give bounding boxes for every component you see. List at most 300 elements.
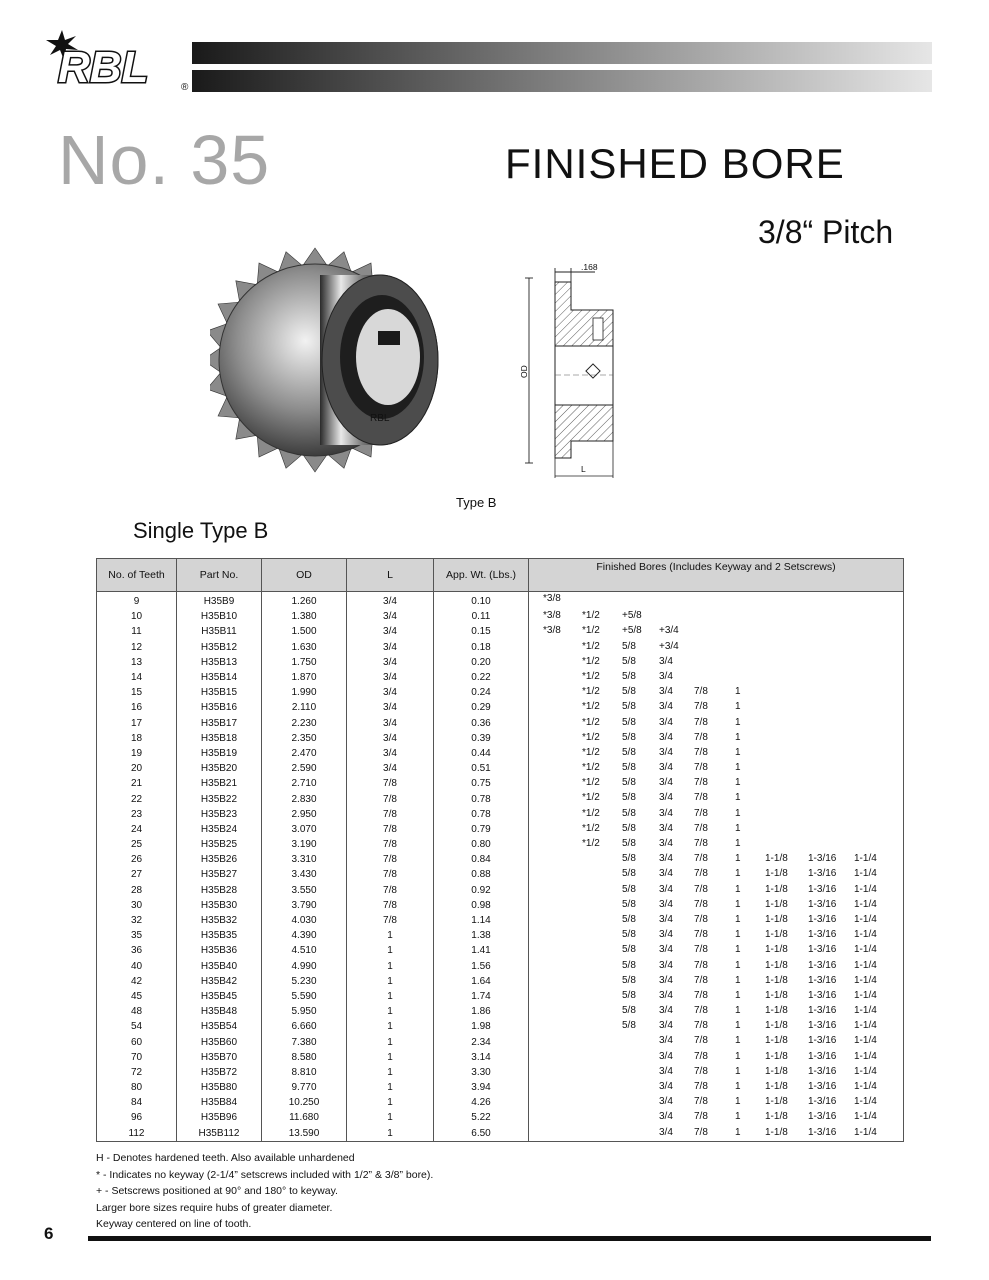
note-hardened: H - Denotes hardened teeth. Also available unhardened — [96, 1152, 355, 1164]
table-row — [97, 883, 904, 898]
cell-l: 3/4 — [347, 624, 434, 639]
cell-od: 5.230 — [262, 974, 347, 989]
bore-size: 1-1/8 — [765, 1065, 788, 1077]
note-keyway-centered: Keyway centered on line of tooth. — [96, 1218, 252, 1230]
table-row — [97, 1050, 904, 1065]
cell-teeth: 26 — [97, 852, 177, 867]
bore-size: 5/8 — [622, 1005, 636, 1017]
cell-l: 7/8 — [347, 837, 434, 852]
bore-size: 1 — [735, 929, 741, 941]
cell-bores — [529, 746, 904, 761]
cell-teeth: 12 — [97, 640, 177, 655]
cell-part-no: H35B27 — [177, 867, 262, 882]
cell-part-no: H35B14 — [177, 670, 262, 685]
bore-size: 1 — [735, 883, 741, 895]
spec-table — [96, 558, 904, 1142]
bore-size: 5/8 — [622, 731, 636, 743]
bore-size: 1 — [735, 838, 741, 849]
bore-size: +5/8 — [622, 610, 642, 622]
bore-size: 1-1/8 — [765, 853, 788, 865]
table-row — [97, 716, 904, 731]
cell-l: 3/4 — [347, 761, 434, 776]
bore-size: 1-1/4 — [854, 913, 877, 925]
cell-l: 3/4 — [347, 731, 434, 746]
cell-weight: 1.98 — [434, 1019, 529, 1034]
cell-weight: 0.88 — [434, 867, 529, 882]
cell-part-no: H35B10 — [177, 609, 262, 624]
cell-teeth: 96 — [97, 1110, 177, 1125]
bore-size: 3/4 — [659, 883, 673, 895]
table-row — [97, 943, 904, 958]
bore-size: 1-1/4 — [854, 974, 877, 986]
cell-teeth: 10 — [97, 609, 177, 624]
cell-bores — [529, 807, 904, 822]
cell-teeth: 70 — [97, 1050, 177, 1065]
table-row — [97, 974, 904, 989]
bore-size: 1 — [735, 777, 741, 789]
cell-bores — [529, 670, 904, 685]
bore-size: 7/8 — [694, 1050, 708, 1062]
bore-size: *1/2 — [582, 610, 600, 622]
bore-size: 1-1/4 — [854, 959, 877, 971]
bore-size: 1-1/4 — [854, 1050, 877, 1062]
cell-part-no: H35B18 — [177, 731, 262, 746]
bore-size: 1-1/4 — [854, 1020, 877, 1032]
cell-teeth: 24 — [97, 822, 177, 837]
cell-l: 1 — [347, 1034, 434, 1049]
bore-size: 5/8 — [622, 929, 636, 941]
cell-part-no: H35B84 — [177, 1095, 262, 1110]
cell-bores — [529, 700, 904, 715]
cell-teeth: 28 — [97, 883, 177, 898]
cell-part-no: H35B16 — [177, 700, 262, 715]
bore-size: 3/4 — [659, 959, 673, 971]
cell-part-no: H35B30 — [177, 898, 262, 913]
table-row — [97, 1080, 904, 1095]
bore-size: 1-1/8 — [765, 1081, 788, 1092]
cell-od: 8.810 — [262, 1065, 347, 1080]
cell-od: 4.030 — [262, 913, 347, 928]
footer-rule — [88, 1236, 931, 1241]
bore-size: 7/8 — [694, 701, 708, 713]
cell-teeth: 11 — [97, 624, 177, 639]
cell-part-no: H35B19 — [177, 746, 262, 761]
footnotes — [96, 1150, 433, 1233]
bore-size: 3/4 — [659, 655, 673, 667]
bore-size: 1 — [735, 792, 741, 804]
bore-size: 5/8 — [622, 913, 636, 925]
cell-l: 1 — [347, 1095, 434, 1110]
bore-size: 5/8 — [622, 807, 636, 819]
col-finished-bores — [529, 559, 904, 592]
bore-size: 1 — [735, 1126, 741, 1138]
bore-size: 1-1/8 — [765, 974, 788, 986]
bore-size: 1-3/16 — [808, 853, 837, 865]
bore-size: 1 — [735, 731, 741, 743]
bore-size: 1-1/4 — [854, 1035, 877, 1047]
bore-size: 1 — [735, 746, 741, 758]
bore-size: 5/8 — [622, 762, 636, 774]
cell-part-no: H35B40 — [177, 959, 262, 974]
bore-size: 3/4 — [659, 1050, 673, 1062]
bore-size: 3/4 — [659, 913, 673, 925]
cell-l: 3/4 — [347, 700, 434, 715]
bore-size: *1/2 — [582, 792, 600, 804]
bore-size: *1/2 — [582, 838, 600, 849]
bore-size: 1-3/16 — [808, 883, 837, 895]
bore-size: 5/8 — [622, 838, 636, 849]
cell-teeth: 17 — [97, 716, 177, 731]
bore-size: 1-3/16 — [808, 1081, 837, 1092]
cell-teeth: 18 — [97, 731, 177, 746]
table-row — [97, 776, 904, 791]
cell-part-no: H35B72 — [177, 1065, 262, 1080]
cell-l: 1 — [347, 1065, 434, 1080]
cell-bores — [529, 1095, 904, 1110]
bore-size: 3/4 — [659, 853, 673, 865]
header-bar-bottom — [192, 70, 932, 92]
cell-bores — [529, 974, 904, 989]
bore-size: 1-1/8 — [765, 1111, 788, 1123]
cell-part-no: H35B35 — [177, 928, 262, 943]
cell-weight: 0.11 — [434, 609, 529, 624]
cell-od: 4.990 — [262, 959, 347, 974]
cell-l: 7/8 — [347, 913, 434, 928]
bore-size: 1-1/4 — [854, 1126, 877, 1138]
bore-size: 1 — [735, 701, 741, 713]
col-od: OD — [262, 559, 347, 592]
cell-bores — [529, 776, 904, 791]
bore-size: 1 — [735, 822, 741, 834]
cell-od: 3.190 — [262, 837, 347, 852]
bore-size: 1-3/16 — [808, 1096, 837, 1108]
note-larger-bores: Larger bore sizes require hubs of greater diameter. — [96, 1201, 333, 1214]
col-l: L — [347, 559, 434, 592]
hub-stamp: RBL — [370, 413, 390, 424]
bore-size: 1-1/8 — [765, 898, 788, 910]
bore-size: 1-1/8 — [765, 989, 788, 1001]
cell-od: 7.380 — [262, 1034, 347, 1049]
bore-size: 1 — [735, 989, 741, 1001]
bore-size: 7/8 — [694, 777, 708, 789]
bore-size: 5/8 — [622, 792, 636, 804]
cell-bores — [529, 1065, 904, 1080]
table-row — [97, 592, 904, 610]
bore-size: 1 — [735, 974, 741, 986]
cell-l: 7/8 — [347, 807, 434, 822]
table-row — [97, 837, 904, 852]
cell-weight: 0.92 — [434, 883, 529, 898]
bore-size: *1/2 — [582, 731, 600, 743]
bore-size: 3/4 — [659, 1111, 673, 1123]
bore-size: 1-3/16 — [808, 959, 837, 971]
bore-size: 1-1/8 — [765, 944, 788, 956]
bore-size: 1-1/8 — [765, 929, 788, 941]
bore-size: 1 — [735, 1096, 741, 1108]
table-header-row — [97, 559, 904, 592]
cell-part-no: H35B20 — [177, 761, 262, 776]
bore-size: 7/8 — [694, 913, 708, 925]
bore-size: *1/2 — [582, 640, 600, 652]
cell-l: 3/4 — [347, 746, 434, 761]
bore-size: 1 — [735, 913, 741, 925]
cell-l: 3/4 — [347, 592, 434, 610]
bore-size: 7/8 — [694, 762, 708, 774]
cell-od: 3.070 — [262, 822, 347, 837]
cell-weight: 0.20 — [434, 655, 529, 670]
cell-od: 2.350 — [262, 731, 347, 746]
cell-bores — [529, 852, 904, 867]
cell-l: 7/8 — [347, 776, 434, 791]
cell-teeth: 45 — [97, 989, 177, 1004]
bore-size: 1-3/16 — [808, 974, 837, 986]
table-row — [97, 1034, 904, 1049]
cell-od: 5.590 — [262, 989, 347, 1004]
cell-l: 7/8 — [347, 791, 434, 806]
bore-size: 1-3/16 — [808, 989, 837, 1001]
bore-size: *3/8 — [543, 593, 561, 604]
cell-l: 1 — [347, 959, 434, 974]
bore-size: 5/8 — [622, 716, 636, 728]
bore-size: 1-1/4 — [854, 853, 877, 865]
bore-size: *1/2 — [582, 777, 600, 789]
bore-size: 1-1/8 — [765, 883, 788, 895]
cell-part-no: H35B13 — [177, 655, 262, 670]
note-setscrews: + - Setscrews positioned at 90° and 180° to keyway. — [96, 1185, 338, 1197]
bore-size: 7/8 — [694, 746, 708, 758]
bore-size: 1-3/16 — [808, 913, 837, 925]
bore-size: 1 — [735, 1005, 741, 1017]
cell-weight: 2.34 — [434, 1034, 529, 1049]
bore-size: 1-1/8 — [765, 1020, 788, 1032]
bore-size: *1/2 — [582, 716, 600, 728]
cell-bores — [529, 822, 904, 837]
bore-size: 1 — [735, 944, 741, 956]
cell-bores — [529, 1110, 904, 1125]
table-row — [97, 700, 904, 715]
cell-bores — [529, 913, 904, 928]
cell-l: 1 — [347, 989, 434, 1004]
bore-size: +5/8 — [622, 625, 642, 637]
bore-size: 1 — [735, 1065, 741, 1077]
cell-l: 3/4 — [347, 685, 434, 700]
cell-weight: 3.94 — [434, 1080, 529, 1095]
cell-l: 3/4 — [347, 670, 434, 685]
cell-weight: 1.64 — [434, 974, 529, 989]
bore-size: 3/4 — [659, 1020, 673, 1032]
cell-weight: 1.86 — [434, 1004, 529, 1019]
cell-part-no: H35B21 — [177, 776, 262, 791]
cell-od: 3.430 — [262, 867, 347, 882]
bore-size: 1-1/8 — [765, 1126, 788, 1138]
cell-weight: 0.10 — [434, 592, 529, 610]
cell-teeth: 22 — [97, 791, 177, 806]
model-title: No. 35 — [58, 121, 271, 199]
cell-teeth: 84 — [97, 1095, 177, 1110]
cell-part-no: H35B28 — [177, 883, 262, 898]
cell-weight: 1.74 — [434, 989, 529, 1004]
cell-l: 3/4 — [347, 609, 434, 624]
cell-part-no: H35B48 — [177, 1004, 262, 1019]
cell-od: 1.500 — [262, 624, 347, 639]
cell-od: 1.630 — [262, 640, 347, 655]
cell-weight: 0.78 — [434, 791, 529, 806]
bore-size: 3/4 — [659, 731, 673, 743]
bore-size: *1/2 — [582, 686, 600, 698]
cell-teeth: 32 — [97, 913, 177, 928]
bore-size: 7/8 — [694, 868, 708, 880]
table-row — [97, 1065, 904, 1080]
cell-od: 10.250 — [262, 1095, 347, 1110]
bore-size: 3/4 — [659, 1035, 673, 1047]
cell-od: 2.590 — [262, 761, 347, 776]
table-row — [97, 791, 904, 806]
cell-teeth: 35 — [97, 928, 177, 943]
cell-weight: 4.26 — [434, 1095, 529, 1110]
bore-size: 1-1/4 — [854, 1111, 877, 1123]
bore-size: 7/8 — [694, 792, 708, 804]
cell-l: 7/8 — [347, 852, 434, 867]
cell-weight: 0.36 — [434, 716, 529, 731]
cell-bores — [529, 1004, 904, 1019]
table-row — [97, 959, 904, 974]
cell-l: 1 — [347, 1110, 434, 1125]
dim-length: L — [581, 464, 586, 474]
bore-size: 1-1/8 — [765, 1050, 788, 1062]
cell-bores — [529, 883, 904, 898]
table-row — [97, 1110, 904, 1125]
bore-size: *1/2 — [582, 746, 600, 758]
bore-size: 1-3/16 — [808, 868, 837, 880]
cell-od: 4.510 — [262, 943, 347, 958]
cell-weight: 0.24 — [434, 685, 529, 700]
cell-bores — [529, 791, 904, 806]
bore-size: 5/8 — [622, 974, 636, 986]
bore-size: 1-1/4 — [854, 944, 877, 956]
cell-weight: 0.79 — [434, 822, 529, 837]
cell-od: 1.870 — [262, 670, 347, 685]
cell-od: 3.550 — [262, 883, 347, 898]
bore-size: 1-1/4 — [854, 1065, 877, 1077]
cell-weight: 6.50 — [434, 1126, 529, 1142]
cell-part-no: H35B11 — [177, 624, 262, 639]
cell-weight: 3.14 — [434, 1050, 529, 1065]
cell-bores — [529, 959, 904, 974]
cell-l: 1 — [347, 1004, 434, 1019]
bore-size: 3/4 — [659, 716, 673, 728]
note-no-keyway: * - Indicates no keyway (2-1/4” setscrews included with 1/2” & 3/8” bore). — [96, 1168, 434, 1181]
cell-bores — [529, 989, 904, 1004]
table-row — [97, 928, 904, 943]
cell-l: 1 — [347, 943, 434, 958]
cell-bores — [529, 761, 904, 776]
bore-size: 7/8 — [694, 989, 708, 1001]
bore-size: *1/2 — [582, 625, 600, 637]
bore-size: 1-3/16 — [808, 944, 837, 956]
cell-part-no: H35B23 — [177, 807, 262, 822]
bore-size: 5/8 — [622, 959, 636, 971]
bore-size: 3/4 — [659, 1096, 673, 1108]
rbl-logo — [46, 30, 196, 92]
cell-od: 1.380 — [262, 609, 347, 624]
cell-teeth: 60 — [97, 1034, 177, 1049]
cell-bores — [529, 640, 904, 655]
cell-l: 7/8 — [347, 822, 434, 837]
bore-size: 1-1/8 — [765, 1035, 788, 1047]
cell-od: 11.680 — [262, 1110, 347, 1125]
col-teeth: No. of Teeth — [97, 559, 177, 592]
bore-size: 1-3/16 — [808, 1126, 837, 1138]
bore-size: *1/2 — [582, 762, 600, 774]
bore-size: 1-1/8 — [765, 1005, 788, 1017]
cell-part-no: H35B32 — [177, 913, 262, 928]
bore-size: 1 — [735, 686, 741, 698]
cell-bores — [529, 592, 904, 610]
table-row — [97, 685, 904, 700]
table-row — [97, 655, 904, 670]
cell-weight: 0.98 — [434, 898, 529, 913]
bore-size: 3/4 — [659, 686, 673, 698]
bore-size: 1 — [735, 898, 741, 910]
bore-size: 1-1/4 — [854, 929, 877, 941]
cell-bores — [529, 1126, 904, 1142]
table-row — [97, 761, 904, 776]
bore-size: 7/8 — [694, 883, 708, 895]
table-row — [97, 640, 904, 655]
cross-section-drawing — [515, 258, 645, 488]
bore-size: 3/4 — [659, 868, 673, 880]
cell-teeth: 16 — [97, 700, 177, 715]
table-row — [97, 731, 904, 746]
bore-size: 3/4 — [659, 807, 673, 819]
bore-size: 5/8 — [622, 655, 636, 667]
bore-size: 3/4 — [659, 777, 673, 789]
cell-teeth: 27 — [97, 867, 177, 882]
cell-bores — [529, 1034, 904, 1049]
cell-l: 1 — [347, 974, 434, 989]
bore-size: 5/8 — [622, 944, 636, 956]
cell-l: 7/8 — [347, 898, 434, 913]
cell-teeth: 9 — [97, 592, 177, 610]
cell-part-no: H35B70 — [177, 1050, 262, 1065]
cell-l: 1 — [347, 1080, 434, 1095]
table-row — [97, 670, 904, 685]
bore-size: 1 — [735, 1111, 741, 1123]
bore-size: 3/4 — [659, 989, 673, 1001]
cell-weight: 0.78 — [434, 807, 529, 822]
bore-size: *3/8 — [543, 610, 561, 622]
bore-size: 7/8 — [694, 686, 708, 698]
cell-part-no: H35B45 — [177, 989, 262, 1004]
cell-teeth: 80 — [97, 1080, 177, 1095]
page-number: 6 — [44, 1224, 54, 1243]
bore-size: 7/8 — [694, 944, 708, 956]
table-row — [97, 822, 904, 837]
bore-size: 7/8 — [694, 974, 708, 986]
cell-l: 3/4 — [347, 655, 434, 670]
cell-od: 4.390 — [262, 928, 347, 943]
cell-teeth: 40 — [97, 959, 177, 974]
bore-size: 1-3/16 — [808, 1020, 837, 1032]
bore-size: 1-3/16 — [808, 1035, 837, 1047]
cell-od: 1.750 — [262, 655, 347, 670]
bore-size: 7/8 — [694, 959, 708, 971]
bore-size: 5/8 — [622, 777, 636, 789]
bore-size: 5/8 — [622, 989, 636, 1001]
cell-part-no: H35B12 — [177, 640, 262, 655]
bore-size: *1/2 — [582, 822, 600, 834]
table-row — [97, 1004, 904, 1019]
